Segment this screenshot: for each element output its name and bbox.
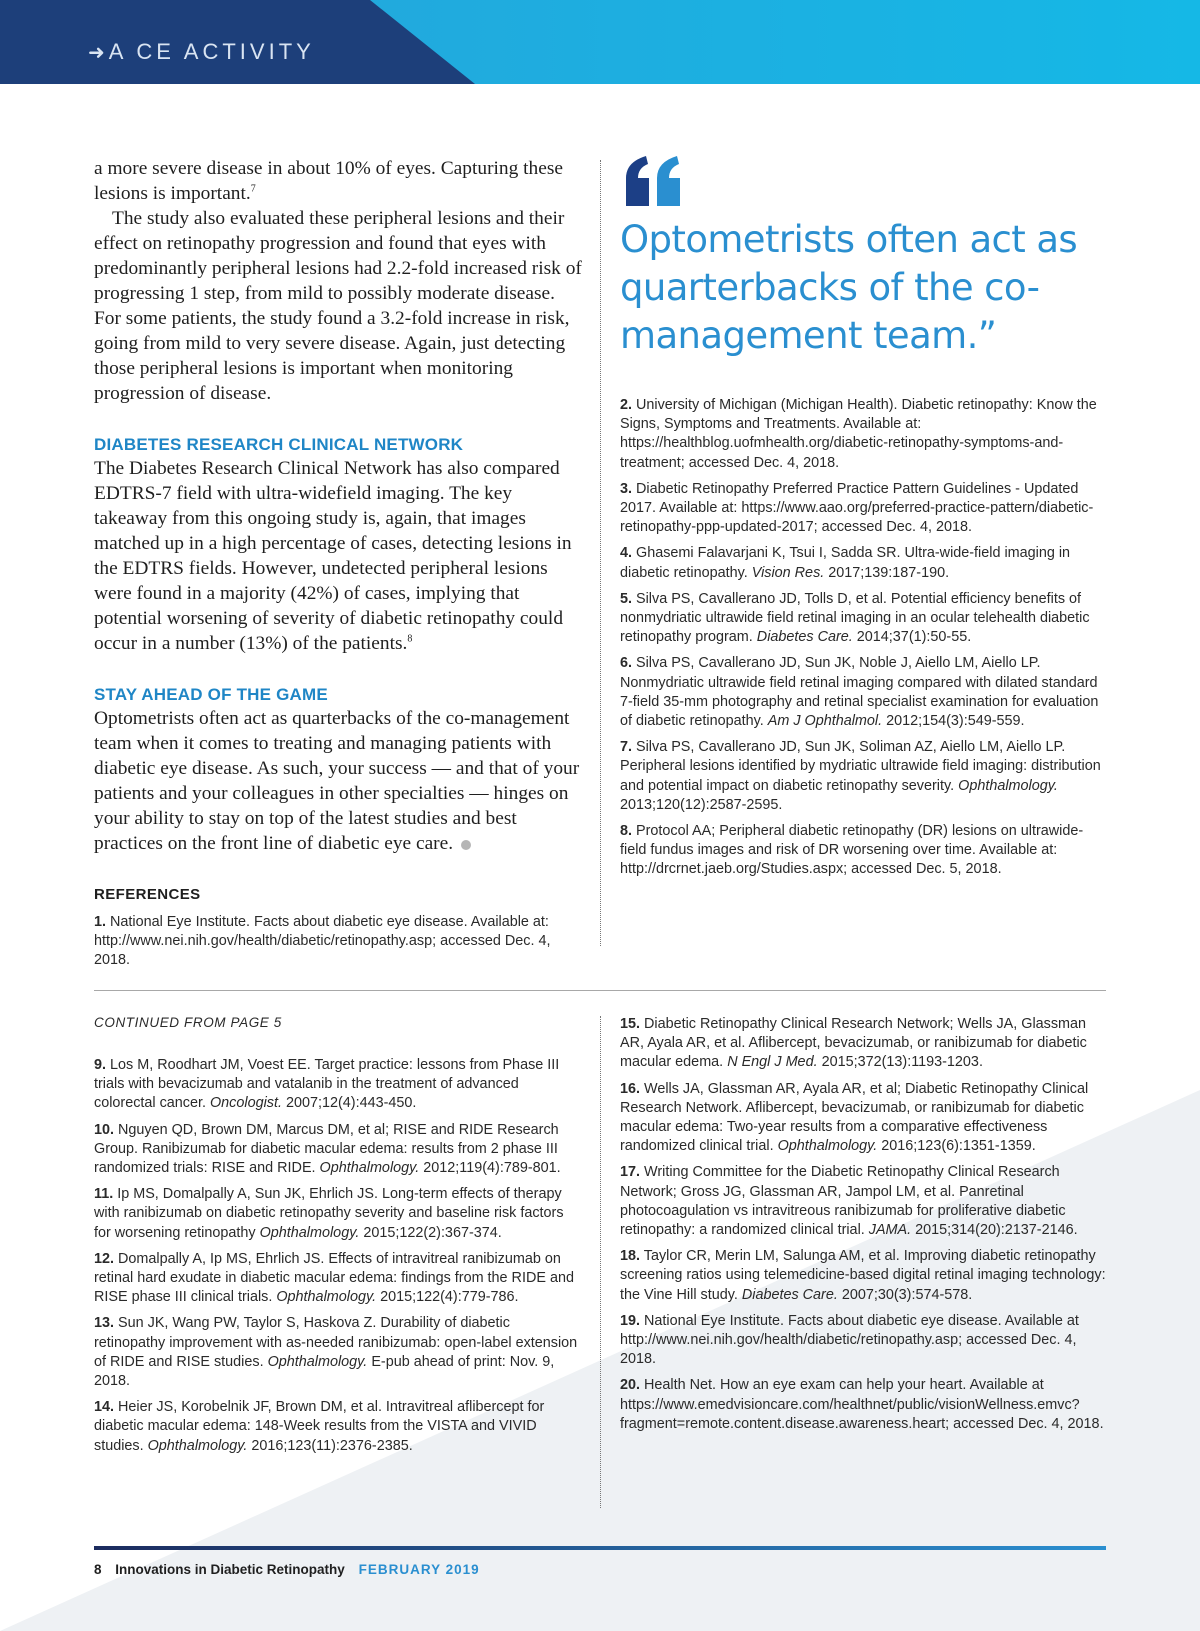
section-heading: DIABETES RESEARCH CLINICAL NETWORK	[94, 435, 464, 454]
reference-number: 10.	[94, 1121, 115, 1138]
reference-text: Health Net. How an eye exam can help your heart. Available at https://www.emedvisioncare.com/healthnet/public/visionWellness.emvc?fragment=remote.content.disease.awareness.heart; accessed Dec. 4, 2018.	[620, 1377, 1104, 1432]
continued-references-left	[94, 1015, 584, 1463]
paragraph: The Diabetes Research Clinical Network has also compared EDTRS-7 field with ultra-widefield imaging. The key takeaway from this ongoing study is, again, that images matched up in a high percentage of cases, detecting lesions in the EDTRS fields. However, undetected peripheral lesions were found in a majority (42%) of cases, implying that potential worsening of severity of diabetic retinopathy could occur in a number (13%) of the patients.$^8$	[94, 458, 572, 654]
footer-rule	[94, 1546, 1106, 1550]
reference-journal: JAMA.	[868, 1222, 912, 1239]
section-label: ➜ A CE ACTIVITY	[88, 39, 315, 64]
reference-text: Los M, Roodhart JM, Voest EE. Target practice: lessons from Phase III trials with bevacizumab and vatalanib in the treatment of advanced colorectal cancer.	[94, 1057, 560, 1112]
reference-item	[94, 1250, 584, 1308]
reference-citation: 2007;12(4):443-450.	[285, 1095, 417, 1112]
reference-text: Silva PS, Cavallerano JD, Tolls D, et al. Potential efficiency benefits of nonmydriatic ultrawide field retinal imaging in an ocular telehealth diabetic retinopathy program.	[620, 590, 1090, 646]
reference-text: Silva PS, Cavallerano JD, Sun JK, Soliman AZ, Aiello LM, Aiello LP. Peripheral lesions identified by mydriatic ultrawide field imaging: distribution and potential impact on diabetic retinopathy severity.	[620, 739, 1101, 794]
reference-item	[620, 1080, 1110, 1157]
section-heading: STAY AHEAD OF THE GAME	[94, 685, 328, 704]
pull-quote: Optometrists often act as quarterbacks of the co-management team.”	[620, 218, 1078, 357]
reference-number: 20.	[620, 1377, 641, 1394]
header-band	[0, 0, 1200, 84]
reference-number: 18.	[620, 1248, 641, 1265]
reference-journal: Ophthalmology.	[319, 1160, 420, 1177]
reference-number: 7.	[620, 739, 633, 756]
reference-item	[620, 1247, 1110, 1305]
reference-number: 19.	[620, 1312, 641, 1329]
reference-number: 12.	[94, 1250, 115, 1267]
reference-journal: Am J Ophthalmol.	[767, 713, 883, 730]
reference-citation: 2015;372(13):1193-1203.	[821, 1054, 983, 1071]
reference-text: Protocol AA; Peripheral diabetic retinopathy (DR) lesions on ultrawide-field fundus images and risk of DR worsening over time. Available at: http://drcrnet.jaeb.org/Studies.aspx; accessed Dec. 5, 2018.	[620, 823, 1084, 878]
reference-item	[620, 396, 1108, 473]
reference-number: 5.	[620, 590, 633, 607]
reference-citation: 2015;314(20):2137-2146.	[915, 1222, 1078, 1239]
reference-text: University of Michigan (Michigan Health). Diabetic retinopathy: Know the Signs, Symptoms and Treatments. Available at: https://healthblog.uofmhealth.org/diabetic-retinopathy-symptoms-and-treatment; accessed Dec. 4, 2018.	[620, 397, 1097, 471]
publication-name: Innovations in Diabetic Retinopathy	[115, 1562, 345, 1577]
reference-citation: 2012;119(4):789-801.	[423, 1160, 561, 1177]
reference-text: Diabetic Retinopathy Clinical Research Network; Wells JA, Glassman AR, Ayala AR, et al. Aflibercept, bevacizumab, or ranibizumab for diabetic macular edema.	[620, 1016, 1087, 1071]
reference-text: Ip MS, Domalpally A, Sun JK, Ehrlich JS. Long-term effects of therapy with ranibizumab on diabetic retinopathy severity and baseline risk factors for worsening retinopathy	[94, 1186, 564, 1241]
reference-item	[94, 1185, 584, 1243]
reference-text: Wells JA, Glassman AR, Ayala AR, et al; Diabetic Retinopathy Clinical Research Network. Aflibercept, bevacizumab, or ranibizumab for diabetic macular edema: Two-year results from a comparative effectiveness randomized clinical trial.	[620, 1080, 1089, 1155]
section-divider	[94, 990, 1106, 991]
reference-item	[620, 590, 1108, 648]
reference-journal: Ophthalmology.	[276, 1289, 377, 1306]
reference-item	[620, 1163, 1110, 1240]
reference-journal: Ophthalmology.	[958, 777, 1058, 794]
citation-superscript: 8	[407, 633, 413, 645]
paragraph: Optometrists often act as quarterbacks of the co-management team when it comes to treating and managing patients with diabetic eye disease. As such, your success — and that of your patients and your colleagues in other specialties — hinges on your ability to stay on top of the latest studies and best practices on the front line of diabetic eye care.	[94, 708, 580, 854]
reference-citation: 2015;122(4):779-786.	[380, 1289, 519, 1306]
reference-journal: N Engl J Med.	[727, 1054, 818, 1071]
reference-journal: Diabetes Care.	[741, 1286, 838, 1303]
references-list	[94, 1056, 584, 1456]
issue-date: FEBRUARY 2019	[358, 1562, 480, 1577]
reference-text: Nguyen QD, Brown DM, Marcus DM, et al; RISE and RIDE Research Group. Ranibizumab for diabetic macular edema: results from 2 phase III randomized trials: RISE and RIDE.	[94, 1121, 559, 1177]
reference-item	[94, 913, 582, 971]
reference-text: Sun JK, Wang PW, Taylor S, Haskova Z. Durability of diabetic retinopathy improvement with as-needed ranibizumab: open-label extension of RIDE and RISE studies.	[94, 1315, 578, 1370]
reference-text: National Eye Institute. Facts about diabetic eye disease. Available at http://www.nei.nih.gov/health/diabetic/retinopathy.asp; accessed Dec. 4, 2018.	[620, 1312, 1079, 1368]
reference-number: 15.	[620, 1016, 641, 1032]
reference-citation: 2017;139:187-190.	[828, 564, 950, 581]
reference-number: 1.	[94, 914, 107, 930]
page-footer	[94, 1562, 480, 1577]
reference-text: Diabetic Retinopathy Preferred Practice Pattern Guidelines - Updated 2017. Available at: https://www.aao.org/preferred-practice-pattern/diabetic-retinopathy-ppp-updated-2017; accessed Dec. 4, 2018.	[620, 480, 1094, 536]
reference-citation: 2015;122(2):367-374.	[363, 1224, 502, 1241]
reference-item	[620, 822, 1108, 880]
reference-item	[94, 1056, 584, 1114]
reference-number: 6.	[620, 655, 633, 672]
reference-number: 13.	[94, 1315, 115, 1332]
reference-number: 3.	[620, 480, 633, 497]
end-of-article-icon	[461, 840, 471, 850]
continued-label: CONTINUED FROM PAGE 5	[94, 1015, 282, 1030]
reference-item	[94, 1314, 584, 1391]
paragraph: a more severe disease in about 10% of eyes. Capturing these lesions is important.$^7$	[94, 158, 563, 204]
reference-item	[620, 1376, 1110, 1434]
reference-citation: 2007;30(3):574-578.	[841, 1286, 973, 1303]
reference-item	[620, 544, 1108, 582]
reference-number: 11.	[94, 1186, 114, 1203]
references-list	[94, 913, 582, 971]
article-column-right	[620, 156, 1108, 887]
reference-citation: 2016;123(11):2376-2385.	[251, 1437, 413, 1454]
reference-number: 2.	[620, 397, 633, 413]
page-number: 8	[94, 1562, 102, 1577]
arrow-right-icon: ➜	[88, 42, 105, 64]
reference-item	[94, 1398, 584, 1456]
reference-item	[620, 1015, 1110, 1073]
reference-text: Silva PS, Cavallerano JD, Sun JK, Noble J, Aiello LM, Aiello LP. Nonmydriatic ultrawide field retinal imaging compared with dilated standard 7-field 35-mm photography and retinal specialist examination for evaluation of diabetic retinopathy.	[620, 655, 1099, 730]
references-heading: REFERENCES	[94, 886, 201, 903]
reference-journal: Ophthalmology.	[777, 1138, 878, 1155]
reference-journal: Ophthalmology.	[267, 1353, 368, 1370]
reference-citation: 2014;37(1):50-55.	[856, 629, 972, 646]
references-list	[620, 1015, 1110, 1434]
reference-text: Taylor CR, Merin LM, Salunga AM, et al. Improving diabetic retinopathy screening ratios using telemedicine-based digital retinal imaging technology: the Vine Hill study.	[620, 1248, 1106, 1303]
reference-text: Domalpally A, Ip MS, Ehrlich JS. Effects of intravitreal ranibizumab on retinal hard exudate in diabetic macular edema: findings from the RIDE and RISE phase III clinical trials.	[94, 1250, 574, 1306]
reference-journal: Ophthalmology.	[147, 1437, 248, 1454]
reference-citation: 2016;123(6):1351-1359.	[881, 1138, 1036, 1155]
reference-text: National Eye Institute. Facts about diabetic eye disease. Available at: http://www.nei.nih.gov/health/diabetic/retinopathy.asp; accessed Dec. 4, 2018.	[94, 914, 551, 969]
reference-citation: 2013;120(12):2587-2595.	[620, 796, 783, 813]
quote-mark-icon	[622, 156, 684, 206]
reference-number: 9.	[94, 1057, 107, 1073]
reference-journal: Ophthalmology.	[259, 1224, 360, 1241]
reference-number: 14.	[94, 1399, 115, 1416]
column-divider-bottom	[600, 1016, 601, 1508]
citation-superscript: 7	[250, 183, 256, 195]
article-column-left	[94, 156, 582, 978]
reference-journal: Diabetes Care.	[756, 629, 853, 646]
reference-item	[620, 654, 1108, 731]
continued-references-right	[620, 1015, 1110, 1441]
reference-number: 8.	[620, 823, 633, 840]
reference-text: Heier JS, Korobelnik JF, Brown DM, et al. Intravitreal aflibercept for diabetic macular edema: 148-Week results from the VISTA and VIVID studies.	[94, 1399, 545, 1454]
reference-journal: Oncologist.	[209, 1095, 282, 1112]
reference-text: Ghasemi Falavarjani K, Tsui I, Sadda SR. Ultra-wide-field imaging in diabetic retinopathy.	[620, 545, 1071, 581]
reference-number: 4.	[620, 545, 633, 562]
reference-journal: Vision Res.	[751, 564, 825, 581]
reference-text: Writing Committee for the Diabetic Retinopathy Clinical Research Network; Gross JG, Glassman AR, Jampol LM, et al. Panretinal photocoagulation vs intravitreous ranibizumab for proliferative diabetic retinopathy: a randomized clinical trial.	[620, 1164, 1066, 1239]
paragraph: The study also evaluated these peripheral lesions and their effect on retinopathy progression and found that eyes with predominantly peripheral lesions had 2.2-fold increased risk of progressing 1 step, from mild to possibly moderate disease. For some patients, the study found a 3.2-fold increase in risk, going from mild to very severe disease. Again, just detecting those peripheral lesions is important when monitoring progression of disease.	[94, 208, 582, 404]
reference-citation: E-pub ahead of print: Nov. 9, 2018.	[94, 1353, 555, 1390]
reference-number: 16.	[620, 1080, 641, 1097]
reference-item	[620, 738, 1108, 815]
reference-item	[620, 1312, 1110, 1370]
reference-citation: 2012;154(3):549-559.	[886, 713, 1025, 730]
reference-item	[94, 1121, 584, 1179]
column-divider	[600, 160, 601, 946]
reference-item	[620, 480, 1108, 538]
references-list	[620, 396, 1108, 880]
reference-number: 17.	[620, 1164, 641, 1181]
